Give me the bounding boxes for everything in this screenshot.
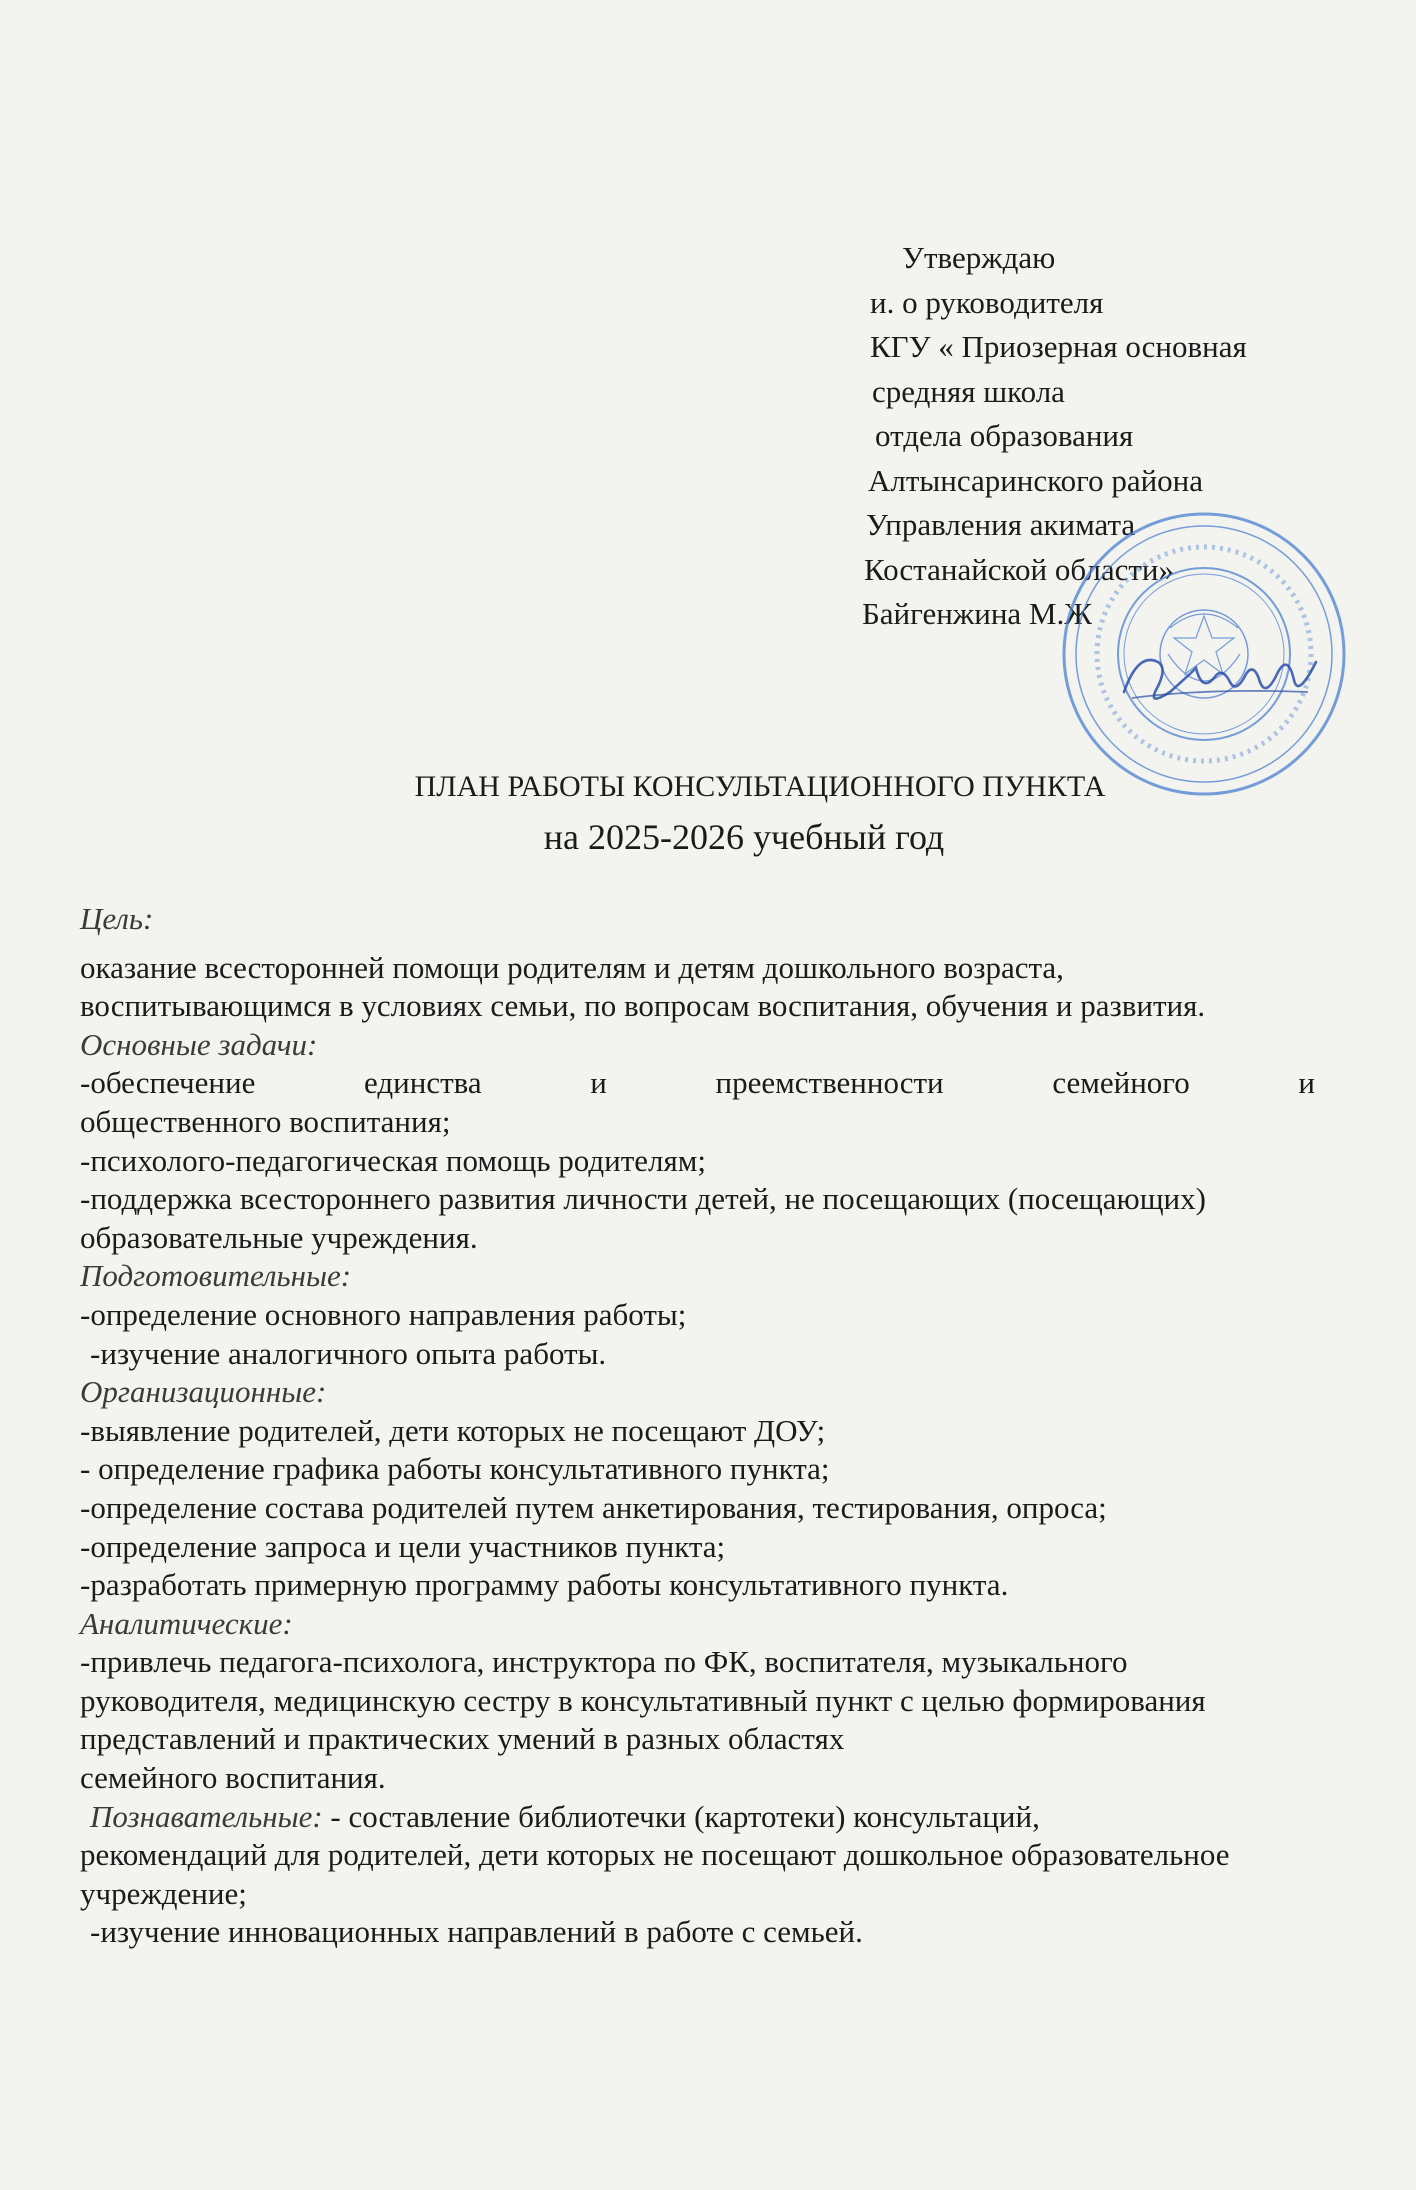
analytic-item: руководителя, медицинскую сестру в консультативный пункт с целью формирования <box>80 1682 1206 1718</box>
approval-line: Байгенжина М.Ж <box>862 596 1093 631</box>
analytic-item: представлений и практических умений в разных областях <box>80 1721 845 1757</box>
approval-line: отдела образования <box>875 418 1134 453</box>
cognitive-item: учреждение; <box>80 1875 247 1911</box>
analytic-heading: Аналитические: <box>80 1605 293 1641</box>
goal-text: оказание всесторонней помощи родителям и детям дошкольного возраста, <box>80 949 1064 985</box>
cognitive-item: -изучение инновационных направлений в работе с семьей. <box>90 1914 863 1950</box>
document-title: ПЛАН РАБОТЫ КОНСУЛЬТАЦИОННОГО ПУНКТА <box>414 770 1106 803</box>
approval-line: Алтынсаринского района <box>868 462 1204 498</box>
org-item: - определение графика работы консультативного пункта; <box>80 1451 830 1487</box>
task-item: -обеспечение единства и преемственности семейного и <box>80 1065 1315 1101</box>
cognitive-item: рекомендаций для родителей, дети которых не посещают дошкольное образовательное <box>80 1837 1230 1873</box>
org-item: -выявление родителей, дети которых не посещают ДОУ; <box>80 1412 826 1448</box>
task-item: общественного воспитания; <box>80 1103 451 1139</box>
task-item: образовательные учреждения. <box>80 1219 478 1255</box>
document-body <box>80 900 1355 1952</box>
goal-heading: Цель: <box>80 901 154 936</box>
org-item: -определение состава родителей путем анкетирования, тестирования, опроса; <box>80 1489 1107 1525</box>
cognitive-item: - составление библиотечки (картотеки) консультаций, <box>322 1798 1040 1834</box>
goal-text: воспитывающимся в условиях семьи, по вопросам воспитания, обучения и развития. <box>80 988 1206 1024</box>
handwritten-signature <box>1118 632 1328 716</box>
cognitive-heading: Познавательные: <box>90 1798 323 1834</box>
task-item: -психолого-педагогическая помощь родителям; <box>80 1142 706 1178</box>
analytic-item: семейного воспитания. <box>80 1760 386 1796</box>
analytic-item: -привлечь педагога-психолога, инструктора по ФК, воспитателя, музыкального <box>80 1644 1128 1680</box>
prep-heading: Подготовительные: <box>80 1258 352 1294</box>
approval-line: КГУ « Приозерная основная <box>870 329 1247 364</box>
task-item: -поддержка всестороннего развития личности детей, не посещающих (посещающих) <box>80 1181 1206 1217</box>
document-subtitle: на 2025-2026 учебный год <box>543 817 945 857</box>
org-heading: Организационные: <box>80 1374 327 1410</box>
cognitive-section <box>80 1798 1355 1837</box>
org-item: -определение запроса и цели участников пункта; <box>80 1528 726 1564</box>
prep-item: -изучение аналогичного опыта работы. <box>90 1335 607 1371</box>
approval-line: средняя школа <box>872 373 1065 409</box>
approval-line: и. о руководителя <box>870 284 1104 320</box>
approval-line: Костанайской области» <box>864 551 1174 587</box>
approval-line: Управления акимата <box>866 507 1136 542</box>
org-item: -разработать примерную программу работы консультативного пункта. <box>80 1567 1009 1603</box>
prep-item: -определение основного направления работы; <box>80 1296 687 1332</box>
approval-line: Утверждаю <box>902 240 1056 275</box>
tasks-heading: Основные задачи: <box>80 1026 318 1062</box>
